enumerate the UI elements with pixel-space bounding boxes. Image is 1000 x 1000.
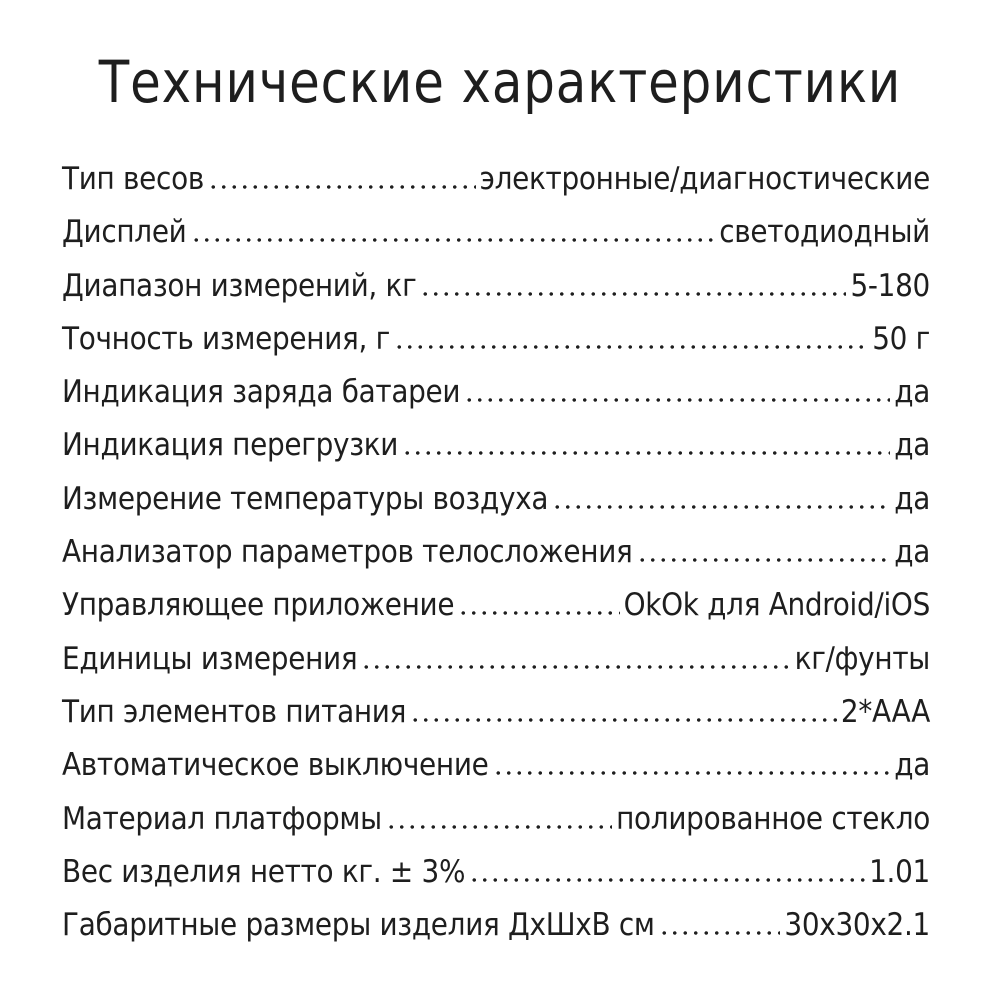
dot-leader <box>493 765 891 775</box>
spec-list <box>62 153 930 952</box>
spec-name: Автоматическое выключение <box>62 747 489 784</box>
spec-value: 5-180 <box>850 267 930 304</box>
spec-row <box>62 633 930 686</box>
spec-row <box>62 206 930 259</box>
dot-leader <box>410 712 837 722</box>
dot-leader <box>469 872 865 882</box>
dot-leader <box>458 605 619 615</box>
dot-leader <box>361 659 790 669</box>
spec-row <box>62 846 930 899</box>
spec-row <box>62 526 930 579</box>
spec-name: Вес изделия нетто кг. ± 3% <box>62 853 466 890</box>
spec-name: Индикация заряда батареи <box>62 374 461 411</box>
spec-row <box>62 313 930 366</box>
spec-value: светодиодный <box>719 214 930 251</box>
spec-row <box>62 579 930 632</box>
spec-row <box>62 686 930 739</box>
spec-row <box>62 793 930 846</box>
spec-value: да <box>894 534 930 571</box>
dot-leader <box>191 232 716 242</box>
dot-leader <box>420 286 846 296</box>
spec-name: Индикация перегрузки <box>62 427 399 464</box>
dot-leader <box>659 925 781 935</box>
dot-leader <box>208 179 476 189</box>
spec-row <box>62 153 930 206</box>
spec-value: кг/фунты <box>794 640 930 677</box>
spec-row <box>62 899 930 952</box>
spec-value: да <box>894 747 930 784</box>
spec-value: 1.01 <box>869 853 930 890</box>
spec-value: да <box>894 480 930 517</box>
spec-value: 30x30x2.1 <box>784 907 930 944</box>
spec-name: Габаритные размеры изделия ДхШхВ см <box>62 907 655 944</box>
spec-row <box>62 366 930 419</box>
spec-row <box>62 473 930 526</box>
spec-value: да <box>894 427 930 464</box>
dot-leader <box>637 552 891 562</box>
spec-name: Диапазон измерений, кг <box>62 267 417 304</box>
dot-leader <box>386 819 612 829</box>
spec-name: Анализатор параметров телосложения <box>62 534 633 571</box>
dot-leader <box>464 392 890 402</box>
spec-value: OkOk для Android/iOS <box>623 587 930 624</box>
spec-value: да <box>894 374 930 411</box>
spec-name: Материал платформы <box>62 800 382 837</box>
spec-name: Точность измерения, г <box>62 320 390 357</box>
dot-leader <box>402 445 890 455</box>
spec-name: Тип элементов питания <box>62 693 407 730</box>
dot-leader <box>394 339 868 349</box>
dot-leader <box>552 499 890 509</box>
spec-name: Тип весов <box>62 161 204 197</box>
spec-name: Дисплей <box>62 214 187 251</box>
spec-name: Измерение температуры воздуха <box>62 480 549 517</box>
spec-name: Управляющее приложение <box>62 587 455 624</box>
spec-value: полированное стекло <box>616 800 930 837</box>
page-title: Технические характеристики <box>98 48 902 116</box>
spec-value: электронные/диагностические <box>479 161 930 197</box>
spec-value: 2*AAA <box>840 693 930 730</box>
spec-row <box>62 739 930 792</box>
spec-row <box>62 419 930 472</box>
spec-name: Единицы измерения <box>62 640 358 677</box>
spec-value: 50 г <box>872 320 930 357</box>
spec-row <box>62 260 930 313</box>
